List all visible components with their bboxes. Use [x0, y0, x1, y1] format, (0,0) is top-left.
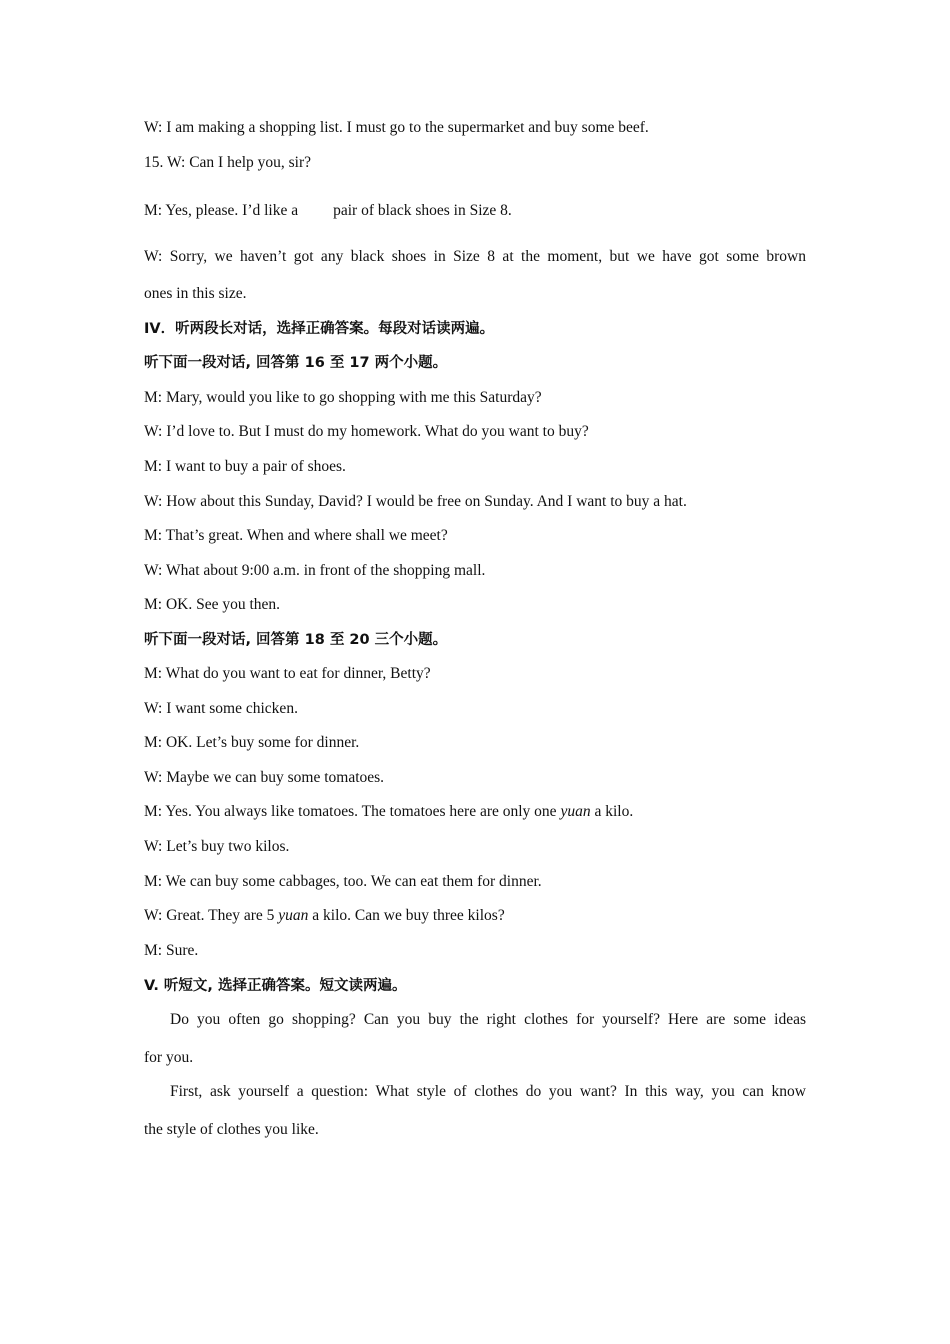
dialogue-line: W: How about this Sunday, David? I would be free on Sunday. And I want to buy a hat. — [144, 493, 687, 510]
dialogue-line: W: I am making a shopping list. I must go to the supermarket and buy some beef. — [144, 119, 649, 136]
line-text: W: Great. They are 5 — [144, 907, 279, 924]
dialogue-line: M: We can buy some cabbages, too. We can eat them for dinner. — [144, 873, 542, 890]
dialogue-line — [144, 201, 512, 221]
dialogue-line: W: I’d love to. But I must do my homework. What do you want to buy? — [144, 423, 589, 440]
dialogue-line: W: What about 9:00 a.m. in front of the shopping mall. — [144, 562, 486, 579]
passage-line: the style of clothes you like. — [144, 1121, 319, 1138]
dialogue-line — [144, 802, 633, 822]
line-text: a kilo. — [590, 803, 634, 820]
dialogue-line: M: I want to buy a pair of shoes. — [144, 458, 346, 475]
italic-word: yuan — [560, 803, 591, 820]
dialogue-line — [144, 906, 505, 926]
dialogue-line: ones in this size. — [144, 285, 247, 302]
dialogue-line: W: Sorry, we haven’t got any black shoes in Size 8 at the moment, but we have got some brown — [144, 248, 806, 265]
dialogue-line: M: OK. Let’s buy some for dinner. — [144, 734, 360, 751]
subsection-heading: 听下面一段对话, 回答第 18 至 20 三个小题。 — [144, 632, 448, 648]
passage-line: First, ask yourself a question: What style of clothes do you want? In this way, you can know — [170, 1083, 806, 1100]
subsection-heading: 听下面一段对话, 回答第 16 至 17 两个小题。 — [144, 355, 448, 371]
dialogue-line: M: Sure. — [144, 942, 199, 959]
dialogue-line: M: That’s great. When and where shall we meet? — [144, 527, 448, 544]
line-text: a kilo. Can we buy three kilos? — [308, 907, 505, 924]
section-heading-v: V. 听短文, 选择正确答案。短文读两遍。 — [144, 978, 407, 994]
dialogue-line: M: OK. See you then. — [144, 596, 281, 613]
line-text: pair of black shoes in Size 8. — [333, 202, 512, 219]
dialogue-line: W: Maybe we can buy some tomatoes. — [144, 769, 385, 786]
dialogue-line: M: What do you want to eat for dinner, Betty? — [144, 665, 431, 682]
section-heading-iv: IV．听两段长对话，选择正确答案。每段对话读两遍。 — [144, 321, 495, 337]
line-text: M: Yes. You always like tomatoes. The tomatoes here are only one — [144, 803, 561, 820]
question-15: 15. W: Can I help you, sir? — [144, 154, 312, 171]
dialogue-line: W: I want some chicken. — [144, 700, 298, 717]
dialogue-line: M: Mary, would you like to go shopping with me this Saturday? — [144, 389, 542, 406]
line-text: M: Yes, please. I’d like a — [144, 202, 299, 219]
passage-line: Do you often go shopping? Can you buy the right clothes for yourself? Here are some ideas — [170, 1011, 806, 1028]
passage-line: for you. — [144, 1049, 194, 1066]
dialogue-line: W: Let’s buy two kilos. — [144, 838, 290, 855]
italic-word: yuan — [278, 907, 309, 924]
